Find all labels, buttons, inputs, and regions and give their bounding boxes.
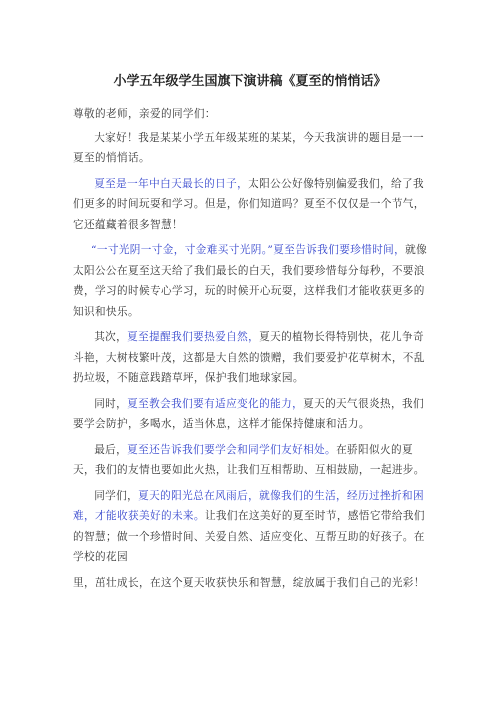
paragraph-adapt-change	[73, 394, 429, 435]
paragraph-love-nature	[73, 327, 429, 389]
paragraph-text: 大家好！我是某某小学五年级某班的某某，今天我演讲的题目是一一夏至的悄悄话。	[73, 131, 424, 164]
salutation: 尊敬的老师，亲爱的同学们：	[73, 108, 216, 120]
document-body	[73, 104, 429, 598]
paragraph-friendship	[73, 440, 429, 481]
paragraph-text: 就像太阳公公在夏至这天给了我们最长的白天，我们要珍惜每分每秒，不要浪费，学习的时候专心学习，玩的时候开心玩耍，这样我们才能收获更多的知识和快乐。	[73, 244, 428, 318]
highlight-text: 夏至提醒我们要热爱自然，	[127, 331, 260, 343]
paragraph-conclusion	[73, 486, 429, 568]
highlight-text: 夏至教会我们要有适应变化的能力，	[127, 397, 304, 410]
paragraph-text: 太阳公公好像特别偏爱我们，给了我们更多的时间玩耍和学习。但是，你们知道吗？夏至不仅仅是一个节气，它还蕴藏着很多智慧！	[73, 177, 425, 231]
paragraph-text: 夏天的天气很炎热，我们要学会防护，多喝水，适当休息，这样才能保持健康和活力。	[73, 397, 425, 430]
document-title: 小学五年级学生国旗下演讲稿《夏至的悄悄话》	[113, 74, 387, 89]
paragraph-text: 在骄阳似火的夏天，我们的友情也要如此火热，让我们互相帮助、互相鼓励，一起进步。	[73, 443, 425, 476]
highlight-text: 夏至还告诉我们要学会和同学们友好相处。	[127, 443, 337, 456]
paragraph-text: 同学们，	[94, 489, 139, 502]
paragraph-greeting	[73, 128, 429, 169]
highlight-text: “一寸光阴一寸金，寸金难买寸光阴。”夏至告诉我们要珍惜时间，	[91, 244, 406, 256]
highlight-text: 夏至是一年中白天最长的日子，	[94, 177, 249, 190]
highlight-text: 夏天的阳光总在风雨后，就像我们的生活，经历过挫折和困难，才能收获美好的未来。	[73, 489, 425, 522]
paragraph-text: 最后，	[94, 443, 128, 456]
paragraph-cherish-time	[73, 240, 429, 322]
paragraph-text: 同时，	[94, 397, 128, 410]
paragraph-closing: 里，茁壮成长，在这个夏天收获快乐和智慧，绽放属于我们自己的光彩！	[73, 576, 425, 589]
paragraph-summer-solstice	[73, 174, 429, 236]
paragraph-text: 夏天的植物长得特别快，花儿争奇斗艳，大树枝繁叶茂，这都是大自然的馈赠，我们要爱护花草树木，不乱扔垃圾，不随意践踏草坪，保护我们地球家园。	[73, 331, 425, 384]
paragraph-text: 让我们在这美好的夏至时节，感悟它带给我们的智慧；做一个珍惜时间、关爱自然、适应变化、互帮互助的好孩子。在学校的花园	[73, 510, 425, 563]
paragraph-text: 其次，	[94, 331, 128, 343]
